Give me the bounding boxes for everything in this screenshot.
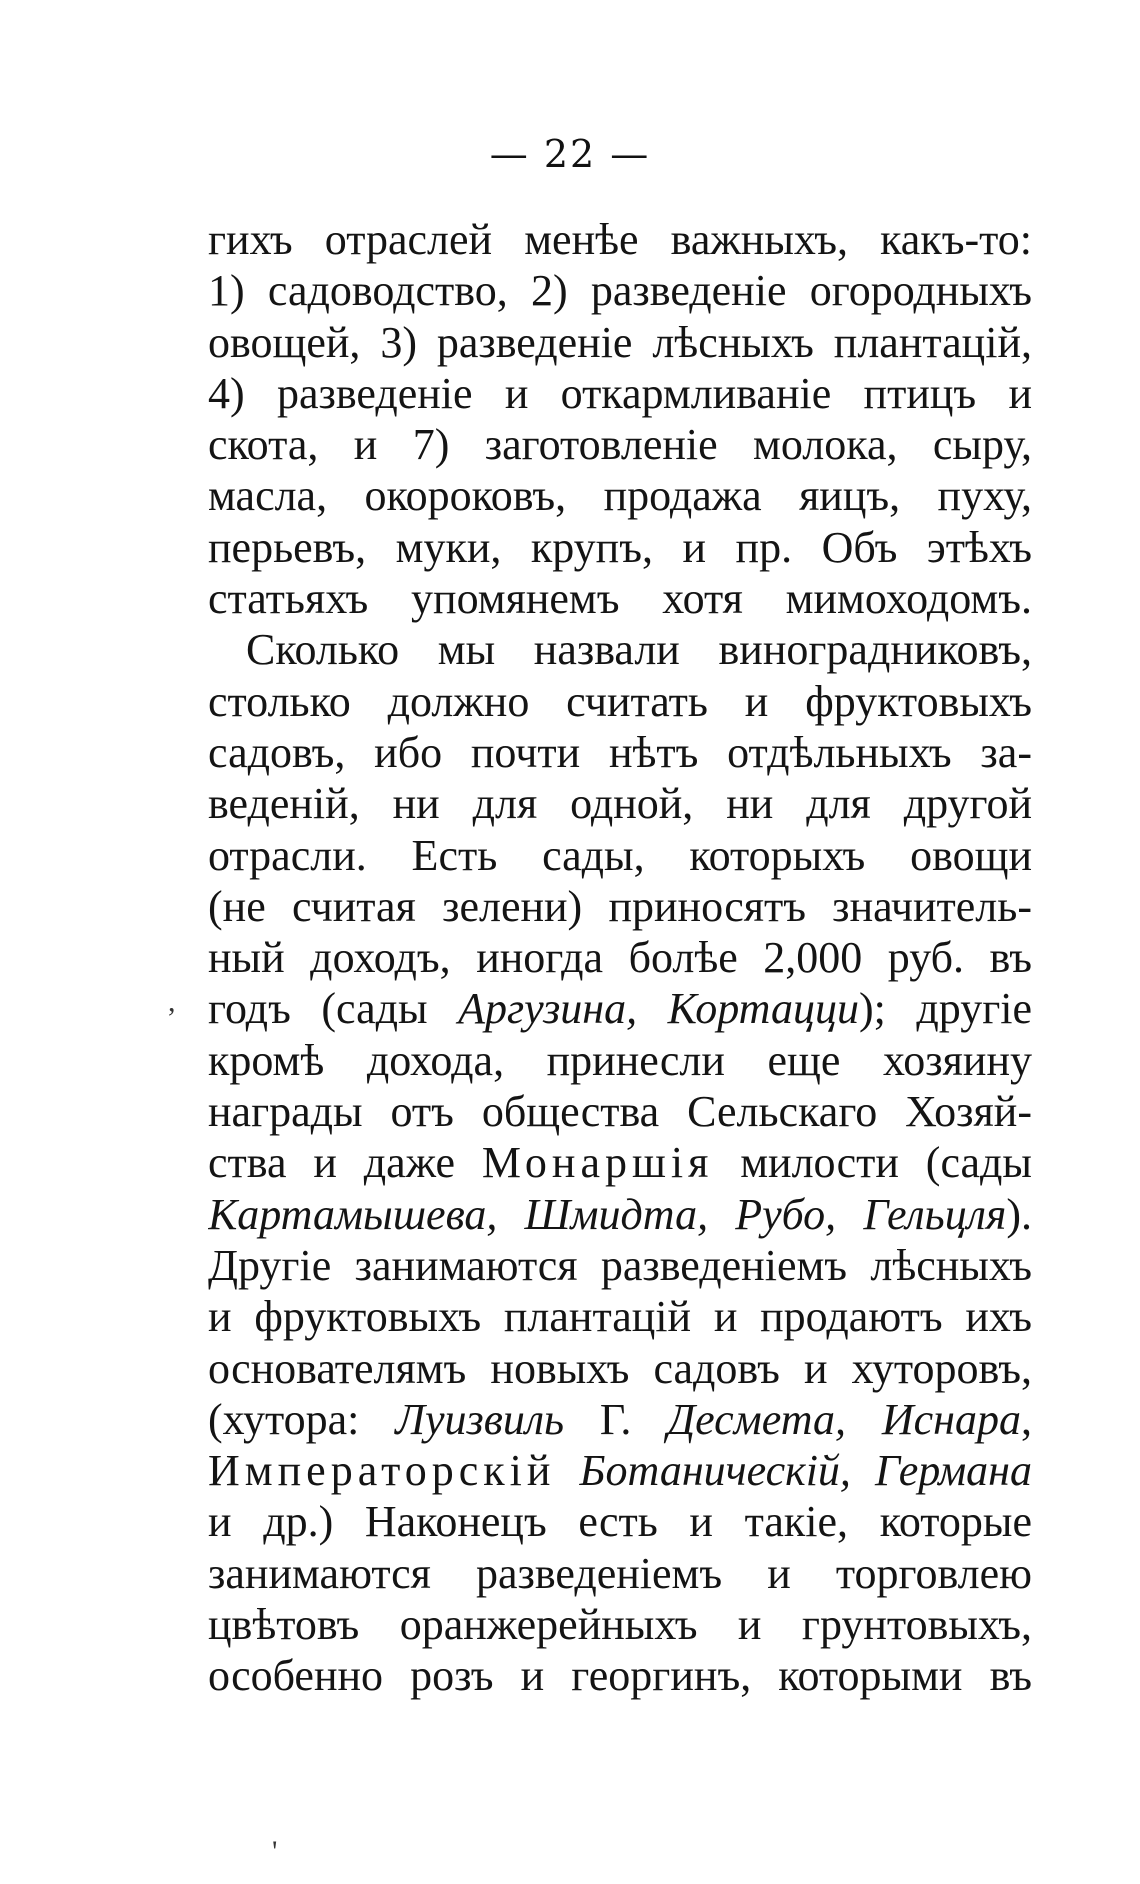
- text-line: [208, 522, 1032, 573]
- spaced-word: Монаршія: [481, 1138, 714, 1188]
- text-segment: 4) разведеніе и откармливаніе птицъ и: [208, 368, 1032, 418]
- ink-speck: ': [272, 1835, 278, 1868]
- body-text: [208, 214, 1032, 1702]
- text-segment: кромѣ дохода, принесли еще хозяину: [208, 1035, 1032, 1085]
- text-segment: занимаются разведеніемъ и торговлею: [208, 1548, 1032, 1598]
- text-line: [208, 1291, 1032, 1342]
- text-line: [208, 1650, 1032, 1701]
- text-line: [208, 1394, 1032, 1445]
- text-line: [208, 1496, 1032, 1547]
- text-segment: гихъ отраслей менѣе важныхъ, какъ-то:: [208, 215, 1032, 264]
- text-segment: ); другіе: [858, 984, 1032, 1034]
- text-line: [208, 1548, 1032, 1599]
- italic-name: Картамышева, Шмидта, Рубо, Гельцля: [208, 1189, 1007, 1239]
- italic-name: Луизвиль: [395, 1394, 565, 1444]
- spaced-word: Императорскій: [208, 1446, 556, 1496]
- text-segment: Сколько мы назвали виноградниковъ,: [246, 625, 1032, 675]
- text-segment: скота, и 7) заготовленіе молока, сыру,: [208, 420, 1032, 470]
- ink-speck: ,: [168, 985, 176, 1018]
- text-segment: ный доходъ, иногда болѣе 2,000 руб. въ: [208, 933, 1032, 983]
- text-segment: цвѣтовъ оранжерейныхъ и грунтовыхъ,: [208, 1600, 1032, 1650]
- text-segment: отрасли. Есть сады, которыхъ овощи: [208, 830, 1032, 880]
- italic-name: Десмета, Иснара: [667, 1394, 1021, 1444]
- text-line: [208, 1035, 1032, 1086]
- text-segment: 1) садоводство, 2) разведеніе огородныхъ: [208, 266, 1032, 316]
- text-segment: масла, окороковъ, продажа яицъ, пуху,: [208, 471, 1032, 521]
- text-segment: Другіе занимаются разведеніемъ лѣсныхъ: [208, 1240, 1032, 1290]
- text-line: [208, 368, 1032, 419]
- text-line: [208, 1189, 1032, 1240]
- text-segment: овощей, 3) разведеніе лѣсныхъ плантацій,: [208, 317, 1032, 367]
- text-segment: годъ (сады: [208, 984, 459, 1034]
- text-segment: Г.: [564, 1394, 668, 1444]
- text-segment: веденій, ни для одной, ни для другой: [208, 779, 1032, 829]
- text-line: [208, 214, 1032, 265]
- text-segment: перьевъ, муки, крупъ, и пр. Объ этѣхъ: [208, 522, 1032, 572]
- text-segment: [555, 1446, 579, 1495]
- text-line: [208, 1240, 1032, 1291]
- text-segment: и др.) Наконецъ есть и такіе, которые: [208, 1497, 1032, 1547]
- text-line: [208, 573, 1032, 624]
- text-line: [208, 470, 1032, 521]
- text-line: [208, 1343, 1032, 1394]
- text-line: [208, 932, 1032, 983]
- text-segment: садовъ, ибо почти нѣтъ отдѣльныхъ за-: [208, 727, 1032, 777]
- text-line: [208, 1599, 1032, 1650]
- text-line: [208, 830, 1032, 881]
- text-line: [208, 676, 1032, 727]
- text-line: [208, 419, 1032, 470]
- text-line: [208, 778, 1032, 829]
- text-line: [208, 265, 1032, 316]
- italic-name: Ботаническій, Германа: [579, 1446, 1032, 1496]
- text-segment: награды отъ общества Сельскаго Хозяй-: [208, 1087, 1032, 1137]
- text-segment: статьяхъ упомянемъ хотя мимоходомъ.: [208, 574, 1032, 624]
- text-segment: ).: [1006, 1189, 1032, 1239]
- text-line: [208, 881, 1032, 932]
- text-segment: и фруктовыхъ плантацій и продаютъ ихъ: [208, 1292, 1032, 1342]
- text-line: [208, 624, 1032, 675]
- text-segment: милости (сады: [713, 1138, 1032, 1188]
- text-line: [208, 727, 1032, 778]
- text-line: [208, 1086, 1032, 1137]
- text-segment: (хутора:: [208, 1394, 396, 1444]
- text-line: [208, 1445, 1032, 1496]
- text-line: [208, 1137, 1032, 1188]
- text-segment: особенно розъ и георгинъ, которыми въ: [208, 1651, 1032, 1701]
- text-line: [208, 983, 1032, 1034]
- text-segment: ,: [1020, 1394, 1032, 1444]
- text-segment: (не считая зелени) приносятъ значитель-: [208, 881, 1032, 931]
- text-line: [208, 317, 1032, 368]
- italic-name: Аргузина, Кортацци: [458, 984, 859, 1034]
- text-segment: основателямъ новыхъ садовъ и хуторовъ,: [208, 1343, 1032, 1393]
- text-segment: ства и даже: [208, 1138, 482, 1188]
- page-number: — 22 —: [489, 132, 651, 176]
- text-segment: столько должно считать и фруктовыхъ: [208, 676, 1032, 726]
